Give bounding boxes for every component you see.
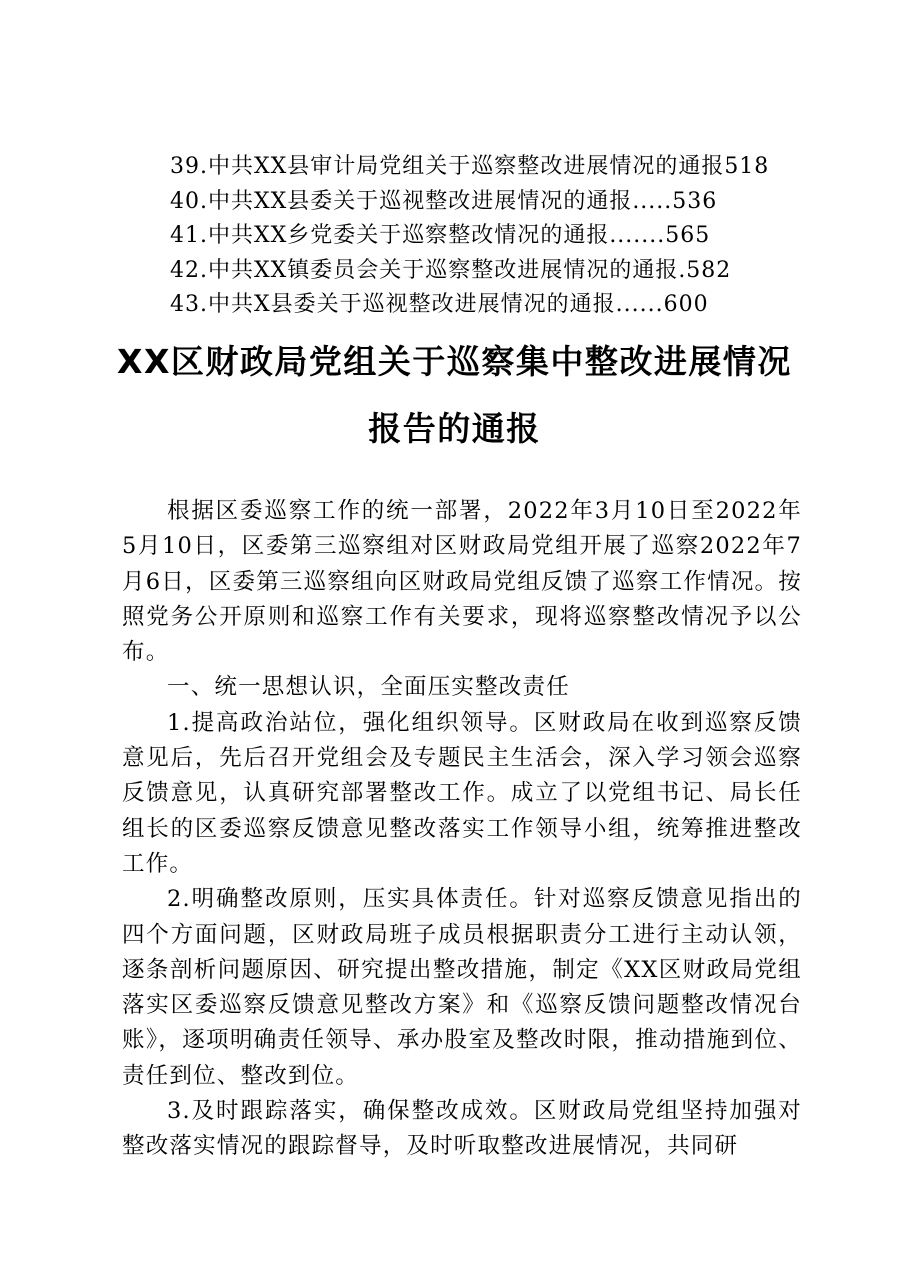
toc-entry-43[interactable]: 43.中共X县委关于巡视整改进展情况的通报......600 [170,292,709,317]
section-heading-1: 一、统一思想认识，全面压实整改责任 [167,674,570,701]
document-title-line-1: XX区财政局党组关于巡察集中整改进展情况 [117,342,792,381]
paragraph-item-1: 1.提高政治站位，强化组织领导。区财政局在收到巡察反馈意见后，先后召开党组会及专题民主生活会，深入学习领会巡察反馈意见，认真研究部署整改工作。成立了以党组书记、局长任组长的区委巡察反馈意见整改落实工作领导小组，统筹推进整改工作。 [122,709,802,877]
document-body [122,494,802,1165]
intro-paragraph: 根据区委巡察工作的统一部署，2022年3月10日至2022年5月10日，区委第三巡察组对区财政局党组开展了巡察2022年7月6日，区委第三巡察组向区财政局党组反馈了巡察工作情况。按照党务公开原则和巡察工作有关要求，现将巡察整改情况予以公布。 [122,498,802,666]
paragraph-item-3: 3.及时跟踪落实，确保整改成效。区财政局党组坚持加强对整改落实情况的跟踪督导，及时听取整改进展情况，共同研 [122,1098,802,1160]
toc-entry-42[interactable]: 42.中共XX镇委员会关于巡察整改进展情况的通报.582 [170,257,732,283]
table-of-contents [170,150,810,323]
paragraph-item-2: 2.明确整改原则，压实具体责任。针对巡察反馈意见指出的四个方面问题，区财政局班子成员根据职责分工进行主动认领，逐条剖析问题原因、研究提出整改措施，制定《XX区财政局党组落实区委巡察反馈意见整改方案》和《巡察反馈问题整改情况台账》，逐项明确责任领导、承办股室及整改时限，推动措施到位、责任到位、整改到位。 [122,886,802,1089]
toc-entry-39[interactable]: 39.中共XX县审计局党组关于巡察整改进展情况的通报518 [170,154,770,179]
toc-entry-40[interactable]: 40.中共XX县委关于巡视整改进展情况的通报.....536 [170,188,718,214]
document-title-line-2: 报告的通报 [368,409,541,448]
toc-entry-41[interactable]: 41.中共XX乡党委关于巡察整改情况的通报.......565 [170,223,711,248]
